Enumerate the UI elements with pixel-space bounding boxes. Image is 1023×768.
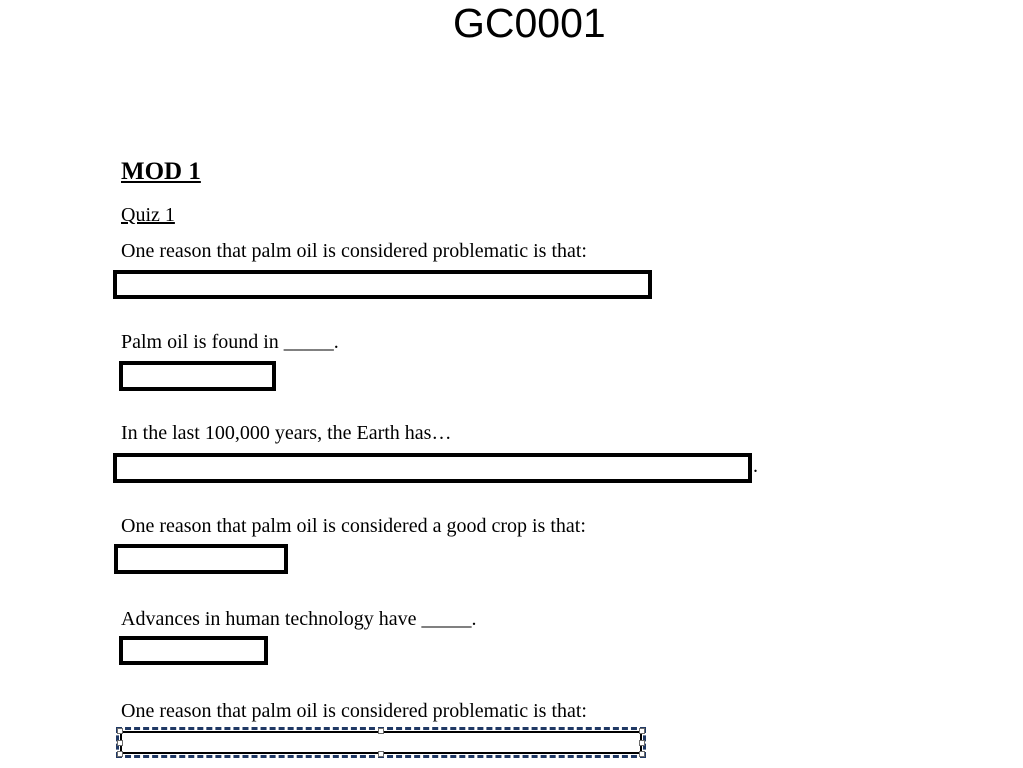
quiz-heading: Quiz 1 xyxy=(121,204,175,226)
answer-box-1[interactable] xyxy=(113,270,652,299)
answer-box-3[interactable] xyxy=(113,453,752,483)
selection-handle-top-left[interactable] xyxy=(117,728,123,734)
question-6-text: One reason that palm oil is considered problematic is that: xyxy=(121,700,587,722)
selection-handle-bottom-middle[interactable] xyxy=(378,751,384,757)
question-4-text: One reason that palm oil is considered a good crop is that: xyxy=(121,515,586,537)
question-3-text: In the last 100,000 years, the Earth has… xyxy=(121,422,452,444)
selection-handle-top-middle[interactable] xyxy=(378,728,384,734)
selection-handle-top-right[interactable] xyxy=(639,728,645,734)
answer-box-4[interactable] xyxy=(114,544,288,574)
selection-handle-middle-left[interactable] xyxy=(117,740,123,746)
selection-handle-middle-right[interactable] xyxy=(639,740,645,746)
question-1-text: One reason that palm oil is considered problematic is that: xyxy=(121,240,587,262)
selection-handle-bottom-left[interactable] xyxy=(117,751,123,757)
module-heading: MOD 1 xyxy=(121,158,201,185)
document-title: GC0001 xyxy=(453,0,606,46)
answer-box-2[interactable] xyxy=(119,361,276,391)
question-5-text: Advances in human technology have _____. xyxy=(121,608,477,630)
question-2-text: Palm oil is found in _____. xyxy=(121,331,339,353)
selection-handle-bottom-right[interactable] xyxy=(639,751,645,757)
answer-box-6-selected[interactable] xyxy=(116,727,646,758)
answer-box-5[interactable] xyxy=(119,636,268,665)
question-3-box-suffix: . xyxy=(753,455,758,477)
